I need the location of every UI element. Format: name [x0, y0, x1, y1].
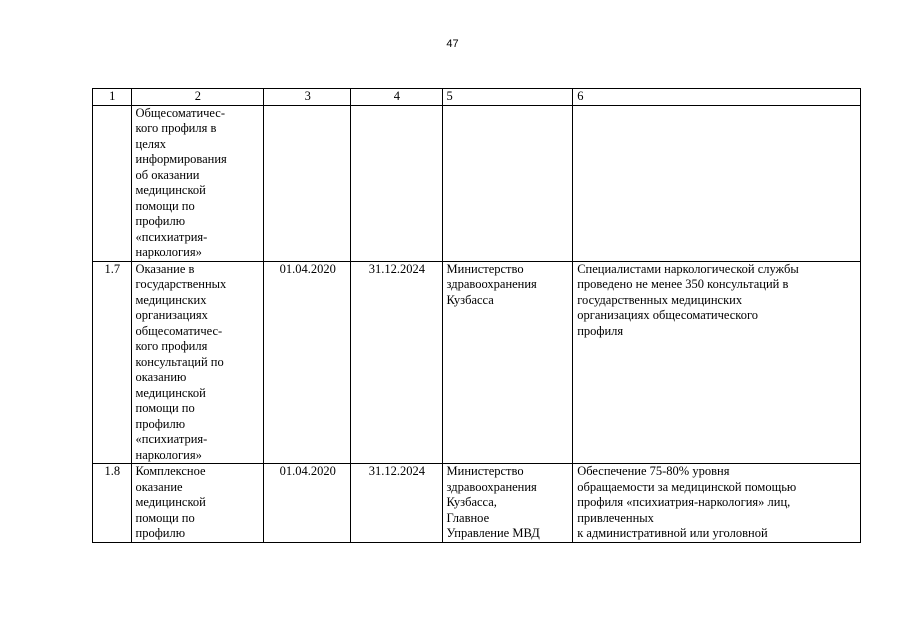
cell-line: Общесоматичес-	[135, 105, 225, 120]
cell-line: кого профиля	[135, 339, 208, 353]
cell-line: об оказании	[135, 167, 200, 182]
end-date-cell: 31.12.2024	[351, 464, 442, 543]
cell-line: организациях	[135, 308, 208, 322]
event-cell	[131, 105, 264, 261]
responsible-cell	[442, 464, 573, 543]
cell-line: медицинской	[135, 385, 206, 400]
cell-line: помощи по	[135, 510, 195, 525]
cell-line: здравоохранения	[446, 479, 537, 494]
cell-line: Комплексное	[135, 464, 206, 478]
cell-line: государственных медицинских	[577, 292, 743, 307]
cell-line: медицинской	[135, 495, 206, 509]
responsible-cell	[442, 105, 573, 261]
cell-line: помощи по	[135, 401, 195, 415]
cell-line: Обеспечение 75-80% уровня	[577, 464, 730, 478]
cell-line: профиля «психиатрия-наркология» лиц,	[577, 495, 791, 509]
cell-line: организациях общесоматического	[577, 308, 759, 322]
cell-line: оказание	[135, 479, 183, 494]
header-cell-4: 4	[351, 89, 442, 106]
page-number: 47	[446, 38, 459, 50]
cell-line: «психиатрия-	[135, 432, 208, 446]
table-row	[93, 105, 861, 261]
cell-line: профилю	[135, 214, 186, 228]
cell-line: помощи по	[135, 198, 195, 213]
cell-line: Кузбасса	[446, 292, 494, 307]
cell-line: профиля	[577, 323, 624, 338]
row-number-cell: 1.8	[93, 464, 132, 543]
cell-line: обращаемости за медицинской помощью	[577, 479, 797, 494]
cell-line: проведено не менее 350 консультаций в	[577, 277, 789, 291]
row-number-cell: 1.7	[93, 261, 132, 464]
event-cell	[131, 464, 264, 543]
cell-line: Министерство	[446, 464, 524, 478]
header-cell-5: 5	[442, 89, 573, 106]
cell-line: общесоматичес-	[135, 323, 223, 338]
header-cell-1: 1	[93, 89, 132, 106]
event-cell	[131, 261, 264, 464]
cell-line: наркология»	[135, 447, 202, 462]
cell-line: профилю	[135, 526, 186, 540]
cell-line: Министерство	[446, 261, 524, 276]
cell-line: привлеченных	[577, 510, 654, 525]
cell-line: кого профиля в	[135, 121, 217, 135]
start-date-cell: 01.04.2020	[264, 464, 351, 543]
cell-line: консультаций по	[135, 354, 224, 369]
cell-line: информирования	[135, 152, 227, 166]
cell-line: к административной или уголовной	[577, 526, 768, 540]
cell-line: здравоохранения	[446, 277, 537, 291]
header-cell-6: 6	[573, 89, 861, 106]
cell-line: Специалистами наркологической службы	[577, 261, 799, 276]
plan-table	[92, 88, 861, 543]
table-row	[93, 261, 861, 464]
end-date-cell	[351, 105, 442, 261]
result-cell	[573, 261, 861, 464]
responsible-cell	[442, 261, 573, 464]
cell-line: медицинской	[135, 183, 206, 197]
start-date-cell	[264, 105, 351, 261]
cell-line: оказанию	[135, 370, 187, 384]
cell-line: государственных	[135, 277, 227, 291]
cell-line: профилю	[135, 416, 186, 431]
cell-line: «психиатрия-	[135, 229, 208, 244]
cell-line: Кузбасса,	[446, 495, 497, 509]
end-date-cell: 31.12.2024	[351, 261, 442, 464]
result-cell	[573, 464, 861, 543]
cell-line: Главное	[446, 510, 490, 525]
cell-line: медицинских	[135, 292, 207, 307]
cell-line: Оказание в	[135, 261, 195, 276]
header-cell-3: 3	[264, 89, 351, 106]
table-row	[93, 464, 861, 543]
cell-line: Управление МВД	[446, 526, 540, 540]
header-cell-2: 2	[131, 89, 264, 106]
table-header-row	[93, 89, 861, 106]
row-number-cell	[93, 105, 132, 261]
start-date-cell: 01.04.2020	[264, 261, 351, 464]
cell-line: целях	[135, 136, 166, 151]
cell-line: наркология»	[135, 245, 202, 259]
result-cell	[573, 105, 861, 261]
